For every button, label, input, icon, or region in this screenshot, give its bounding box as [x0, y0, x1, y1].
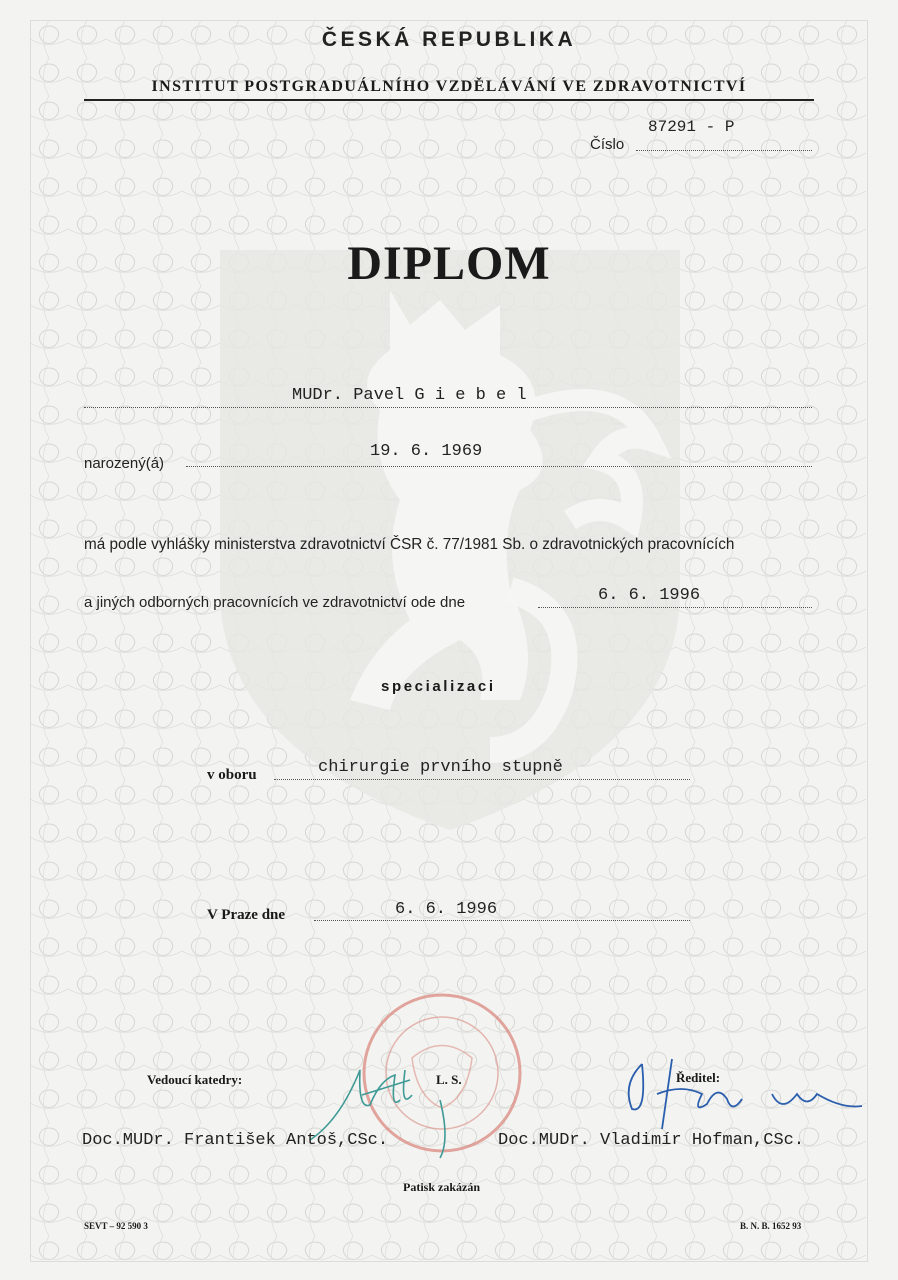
field-dotted-line [274, 779, 690, 780]
birth-date: 19. 6. 1969 [370, 442, 483, 461]
certificate-number: 87291 - P [648, 118, 735, 136]
issue-date-dotted-line [314, 920, 690, 921]
institute-heading: INSTITUT POSTGRADUÁLNÍHO VZDĚLÁVÁNÍ VE ZDRAVOTNICTVÍ [151, 78, 747, 95]
effective-date-dotted-line [538, 607, 812, 608]
decree-line-1: má podle vyhlášky ministerstva zdravotnictví ČSR č. 77/1981 Sb. o zdravotnických pracovnících [84, 536, 735, 553]
lion-emblem-watermark [200, 230, 700, 830]
print-code-right: B. N. B. 1652 93 [740, 1221, 802, 1231]
issue-date: 6. 6. 1996 [395, 900, 498, 919]
director-label: Ředitel: [676, 1070, 721, 1085]
number-dotted-line [636, 150, 812, 151]
name-dotted-line [84, 407, 812, 408]
head-of-department-label: Vedoucí katedry: [147, 1072, 243, 1087]
director-name: Doc.MUDr. Vladimír Hofman,CSc. [498, 1131, 805, 1150]
effective-date: 6. 6. 1996 [598, 586, 701, 605]
reprint-notice: Patisk zakázán [403, 1180, 481, 1194]
birth-label: narozený(á) [84, 455, 165, 472]
decree-line-2: a jiných odborných pracovnících ve zdravotnictví ode dne [84, 594, 466, 611]
director-signature [612, 1054, 872, 1134]
field-value: chirurgie prvního stupně [318, 758, 563, 777]
seal-label: L. S. [436, 1072, 462, 1087]
place-label: V Praze dne [207, 907, 286, 923]
document-title: DIPLOM [347, 237, 551, 290]
field-label: v oboru [207, 767, 257, 783]
head-name: Doc.MUDr. František Antoš,CSc. [82, 1131, 389, 1150]
header-rule [84, 99, 814, 101]
print-code-left: SEVT – 92 590 3 [84, 1221, 148, 1231]
number-label: Číslo [590, 136, 625, 153]
birth-dotted-line [186, 466, 812, 467]
specialization-word: specializaci [381, 678, 496, 695]
holder-name: MUDr. Pavel G i e b e l [292, 386, 527, 405]
country-heading: ČESKÁ REPUBLIKA [321, 28, 577, 51]
